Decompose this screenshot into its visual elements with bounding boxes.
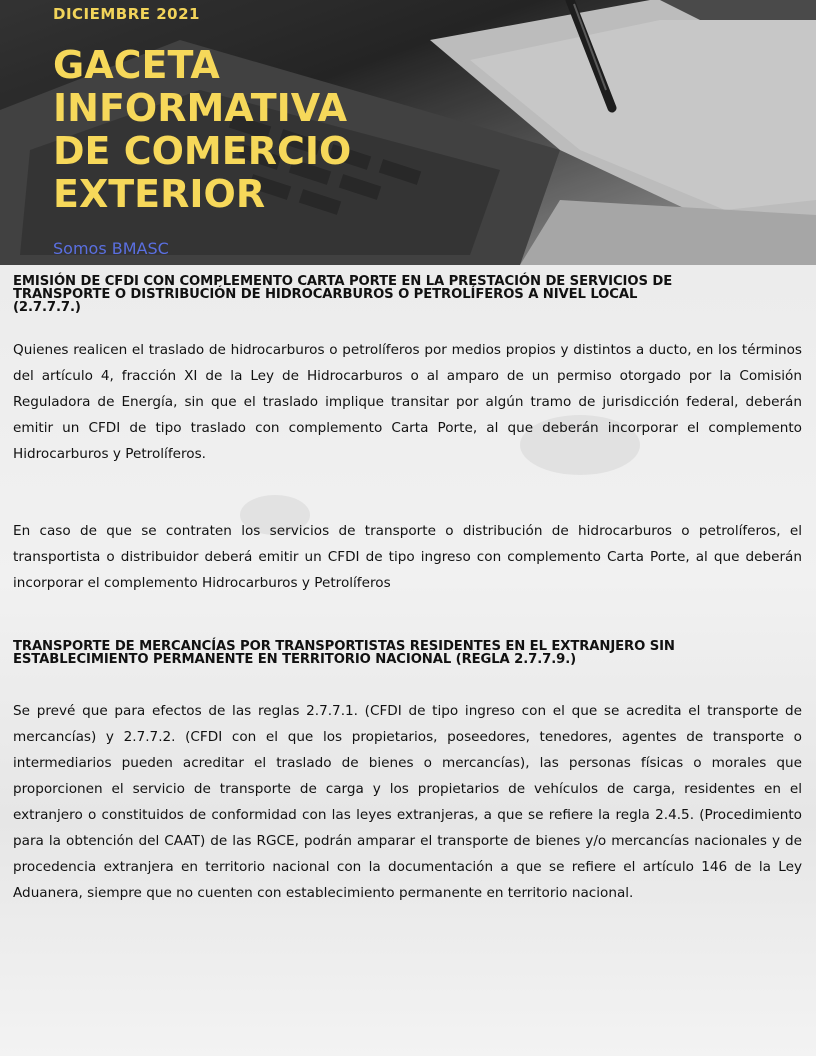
title-line: GACETA <box>53 43 220 87</box>
title-line: EXTERIOR <box>53 172 266 216</box>
issue-date: DICIEMBRE 2021 <box>53 5 200 23</box>
title-line: INFORMATIVA <box>53 86 348 130</box>
heading-line: ESTABLECIMIENTO PERMANENTE EN TERRITORIO NACIONAL (REGLA 2.7.7.9.) <box>13 652 577 667</box>
heading-line: (2.7.7.7.) <box>13 300 81 315</box>
section1-paragraph-1: Quienes realicen el traslado de hidrocarburos o petrolíferos por medios propios y distintos a ducto, en los términos del artículo 4, fracción XI de la Ley de Hidrocarburos o al amparo de un permiso otorgado por la Comisión Reguladora de Energía, sin que el traslado implique transitar por algún tramo de jurisdicción federal, deberán emitir un CFDI de tipo traslado con complemento Carta Porte, al que deberán incorporar el complemento Hidrocarburos y Petrolíferos. <box>13 342 802 462</box>
section2-heading <box>13 640 805 666</box>
header-banner <box>0 0 816 265</box>
gazette-title <box>53 44 413 216</box>
title-line: DE COMERCIO <box>53 129 352 173</box>
section1-paragraph-2: En caso de que se contraten los servicios de transporte o distribución de hidrocarburos o petrolíferos, el transportista o distribuidor deberá emitir un CFDI de tipo ingreso con complemento Carta Porte, al que deberán incorporar el complemento Hidrocarburos y Petrolíferos <box>13 523 802 591</box>
brand-tagline: Somos BMASC <box>53 239 169 258</box>
heading-line: EMISIÓN DE CFDI CON COMPLEMENTO CARTA PORTE EN LA PRESTACIÓN DE SERVICIOS DE <box>13 274 673 289</box>
heading-line: TRANSPORTE O DISTRIBUCIÓN DE HIDROCARBUROS O PETROLÍFEROS A NIVEL LOCAL <box>13 287 638 302</box>
section1-heading <box>13 275 805 314</box>
section2-paragraph: Se prevé que para efectos de las reglas 2.7.7.1. (CFDI de tipo ingreso con el que se acredita el transporte de mercancías) y 2.7.7.2. (CFDI con el que los propietarios, poseedores, tenedores, agentes de transporte o intermediarios pueden acreditar el traslado de bienes o mercancías), las personas físicas o morales que proporcionen el servicio de transporte de carga y los propietarios de vehículos de carga, residentes en el extranjero o constituidos de conformidad con las leyes extranjeras, a que se refiere la regla 2.4.5. (Procedimiento para la obtención del CAAT) de las RGCE, podrán amparar el transporte de bienes y/o mercancías nacionales y de procedencia extranjera en territorio nacional con la documentación a que se refiere el artículo 146 de la Ley Aduanera, siempre que no cuenten con establecimiento permanente en territorio nacional. <box>13 703 802 901</box>
heading-line: TRANSPORTE DE MERCANCÍAS POR TRANSPORTISTAS RESIDENTES EN EL EXTRANJERO SIN <box>13 639 675 654</box>
